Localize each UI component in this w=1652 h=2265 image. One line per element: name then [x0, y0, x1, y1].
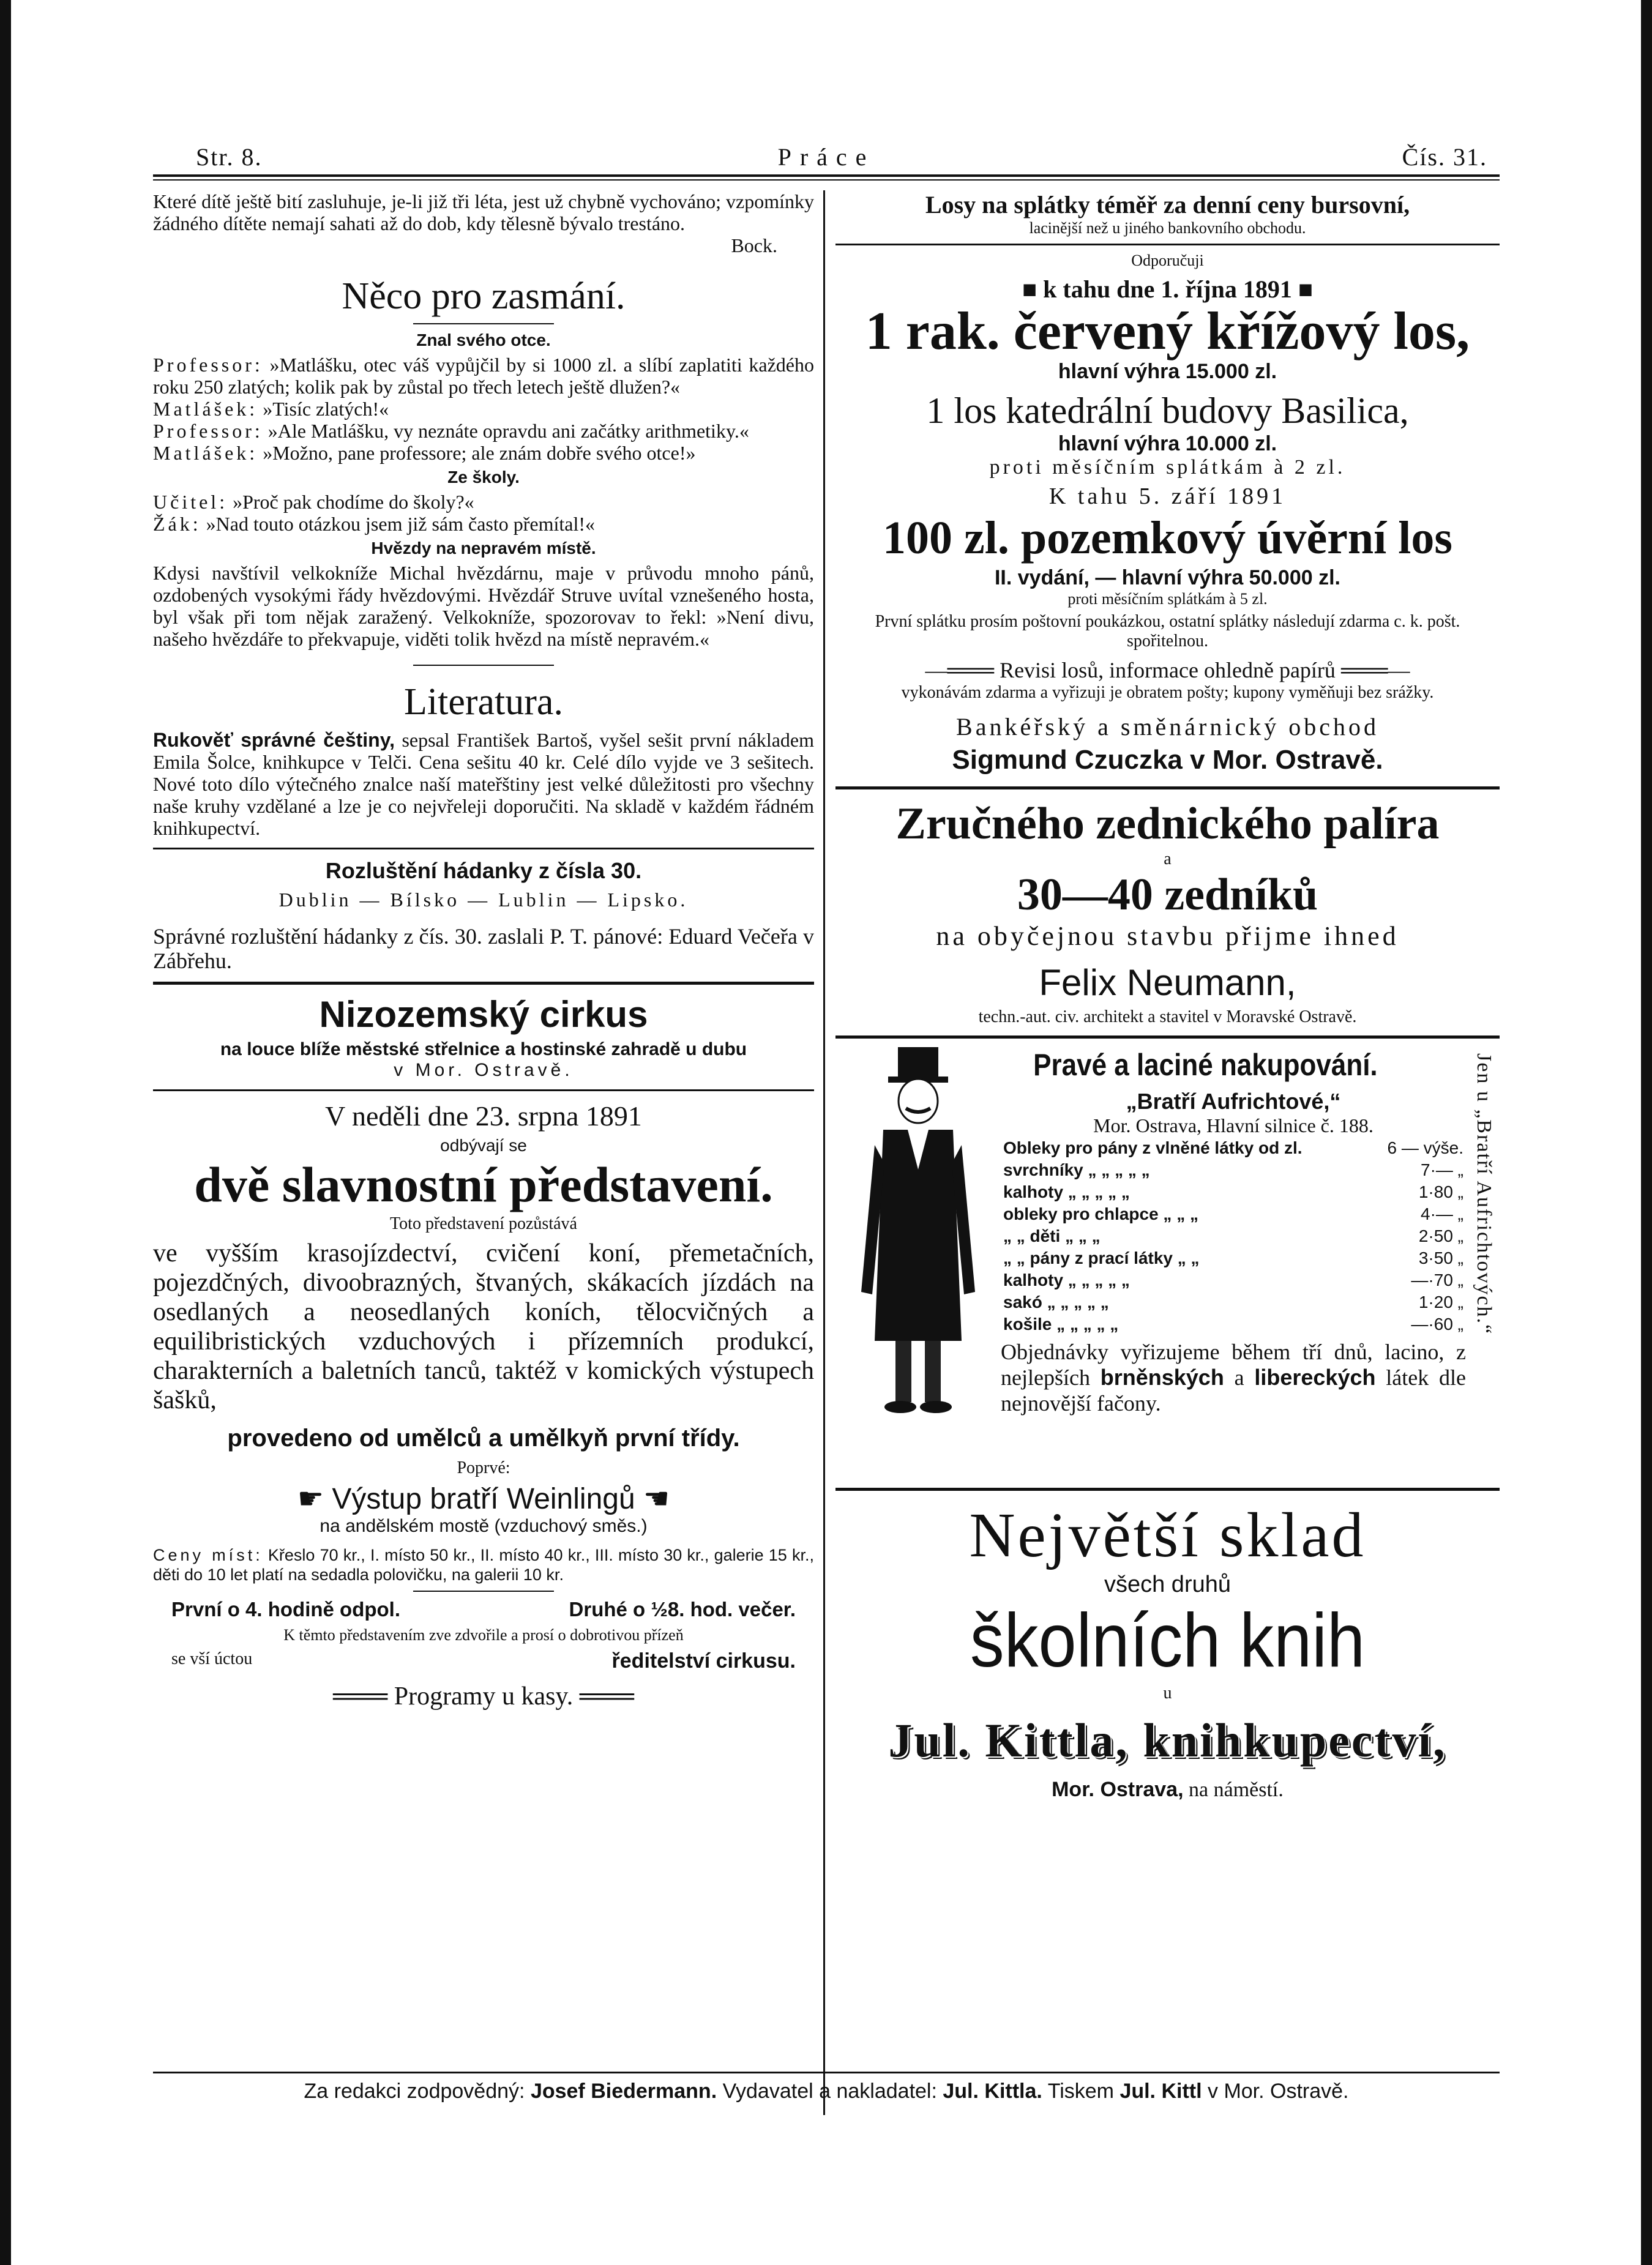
pointing-hand-icon: ☛	[297, 1483, 324, 1515]
rule-ornament: ═══	[333, 1682, 394, 1711]
imprint-text: v Mor. Ostravě.	[1208, 2080, 1349, 2103]
section-rule	[413, 665, 554, 666]
newspaper-page	[153, 138, 1500, 2103]
price-row	[1001, 1159, 1466, 1181]
right-column	[835, 190, 1500, 1802]
block-marker-icon: ■	[1298, 275, 1314, 303]
clothing-firm: „Bratří Aufrichtové,“	[1126, 1089, 1341, 1114]
price-item: obleky pro chlapce „ „ „	[1003, 1204, 1198, 1223]
price-value: —·60 „	[1411, 1315, 1463, 1334]
price-row	[1001, 1247, 1466, 1269]
lottery-lot1-win: hlavní výhra 15.000 zl.	[1058, 360, 1277, 383]
mason-l3: na obyčejnou stavbu přijme ihned	[936, 921, 1399, 951]
riddle-solvers: Správné rozluštění hádanky z čís. 30. zaslali P. T. pánové: Eduard Večeřa v Zábřehu.	[153, 924, 814, 973]
bookshop-l2: všech druhů	[1104, 1572, 1231, 1597]
section-rule-full	[153, 982, 814, 985]
intro-signature: Bock.	[731, 234, 777, 256]
lottery-payment: První splátku prosím poštovní poukázkou, ostatní splátky následují zdarma c. k. pošt. spořitelnou.	[875, 612, 1460, 651]
lottery-lot2-win: hlavní výhra 10.000 zl.	[1058, 432, 1277, 455]
lottery-recommend: Odporučuji	[1131, 252, 1204, 269]
rule-ornament: —═══	[925, 658, 1000, 682]
speaker: Professor:	[153, 420, 263, 442]
lottery-rule	[835, 244, 1500, 245]
lottery-lot2-terms: proti měsíčním splátkám à 2 zl.	[989, 456, 1346, 479]
price-item: kalhoty „ „ „ „ „	[1003, 1182, 1130, 1201]
mason-role: techn.-aut. civ. architekt a stavitel v Moravské Ostravě.	[978, 1007, 1357, 1026]
clothing-text	[1001, 1047, 1466, 1416]
price-value: 1·20 „	[1418, 1293, 1463, 1312]
bookshop-l1: Největší sklad	[969, 1500, 1366, 1570]
column-divider	[823, 190, 825, 2115]
funny-heading-rule	[413, 323, 554, 324]
header-rule	[153, 174, 1500, 181]
price-value: 3·50 „	[1418, 1248, 1463, 1267]
page-number: Str. 8.	[196, 143, 263, 171]
clothing-title: Pravé a laciné nakupování.	[1033, 1048, 1378, 1082]
clothing-address: Mor. Ostrava, Hlavní silnice č. 188.	[1093, 1114, 1374, 1136]
price-row	[1001, 1137, 1466, 1159]
price-value: 7·— „	[1421, 1160, 1463, 1179]
price-row	[1001, 1181, 1466, 1203]
lottery-revisi	[835, 657, 1500, 683]
funny-sub3-heading: Hvězdy na nepravém místě.	[371, 539, 596, 558]
price-value: 1·80 „	[1418, 1182, 1463, 1201]
lottery-revisi2: vykonávám zdarma a vyřizuji je obratem pošty; kupony vyměňuji bez srážky.	[901, 683, 1434, 702]
imprint-footer	[153, 2072, 1500, 2103]
circus-performed: provedeno od umělců a umělkyň první třídy.	[227, 1425, 740, 1452]
funny-heading: Něco pro zasmání.	[342, 275, 626, 317]
address-bold: Mor. Ostrava,	[1052, 1778, 1184, 1801]
orders-text: Objednávky vyřizujeme během tří dnů, lacino, z nejlepších	[1001, 1340, 1466, 1390]
mason-l1: Zručného zednického palíra	[895, 799, 1440, 849]
lottery-lot3: 100 zl. pozemkový úvěrní los	[883, 512, 1452, 564]
circus-desc: ve vyšším krasojízdectví, cvičení koní, přemetačních, pojezdčných, divoobrazných, štvaných, skákacích jízdách na osedlaných a neosedlaných koních, tělocvičných a equilibristických vzduchových i přízemních produkcí, charakterních a baletních tanců, taktéž v komických výstupech šašků,	[153, 1239, 814, 1414]
circus-held: odbývají se	[440, 1136, 527, 1155]
price-item: „ „ pány z prací látky „ „	[1003, 1248, 1200, 1267]
literature-lead: Rukověť správné češtiny,	[153, 729, 395, 751]
address-text: na náměstí.	[1189, 1778, 1284, 1801]
riddle-answer: Dublin — Bílsko — Lublin — Lipsko.	[278, 889, 689, 911]
orders-text: a	[1234, 1365, 1244, 1390]
orders-bold: libereckých	[1254, 1365, 1376, 1390]
mason-l2: 30—40 zedníků	[1017, 870, 1318, 920]
lottery-lot3-win: II. vydání, — hlavní výhra 50.000 zl.	[994, 566, 1341, 589]
section-rule-full	[153, 848, 814, 849]
dialog-1	[153, 354, 814, 464]
speech: »Nad touto otázkou jsem již sám často přemítal!«	[206, 513, 596, 535]
bookshop-u: u	[1163, 1684, 1172, 1703]
circus-rule-short	[413, 1591, 554, 1592]
lottery-ad	[835, 190, 1500, 775]
clothing-vertical-slogan: Jen u „Bratří Aufrichtových.“	[1473, 1053, 1495, 1335]
circus-prices	[153, 1545, 814, 1584]
lottery-lot3-terms: proti měsíčním splátkám à 5 zl.	[1067, 590, 1268, 608]
left-column	[153, 190, 814, 1711]
imprint-text: Vydavatel a nakladatel:	[722, 2080, 937, 2103]
circus-rule	[153, 1089, 814, 1091]
circus-sign-row	[153, 1649, 814, 1673]
price-value: —·70 „	[1411, 1271, 1463, 1289]
speech: »Proč pak chodíme do školy?«	[233, 491, 474, 513]
circus-programs	[153, 1682, 814, 1711]
circus-invite: K těmto představením zve zdvořile a prosí o dobrotivou přízeň	[283, 1626, 684, 1644]
bookshop-l3: školních knih	[970, 1599, 1366, 1683]
issue-number: Čís. 31.	[1402, 143, 1487, 171]
price-item: košile „ „ „ „ „	[1003, 1315, 1119, 1334]
lottery-lot1: 1 rak. červený křížový los,	[865, 302, 1470, 361]
circus-city: v Mor. Ostravě.	[394, 1060, 574, 1080]
lottery-title: Losy na splátky téměř za denní ceny bursovní,	[925, 191, 1410, 218]
scan-edge-right	[1641, 0, 1652, 2265]
prices-text: Křeslo 70 kr., I. místo 50 kr., II. místo 40 kr., III. místo 30 kr., galerie 15 kr., děti do 10 let platí na sedadla polovičku, na galerii 10 kr.	[153, 1546, 814, 1584]
riddle-heading: Rozluštění hádanky z čísla 30.	[325, 858, 642, 883]
section-rule-full	[835, 1035, 1500, 1039]
price-value: 2·50 „	[1418, 1226, 1463, 1245]
speech: »Tisíc zlatých!«	[263, 398, 389, 420]
price-value: 6 — výše.	[1387, 1138, 1463, 1157]
scan-edge-left	[0, 0, 11, 2265]
speaker: Matlášek:	[153, 442, 258, 464]
lottery-sub: lacinější než u jiného bankovního obchodu.	[1029, 219, 1306, 237]
circus-consists: Toto představení pozůstává	[390, 1214, 577, 1233]
clothing-orders	[1001, 1339, 1466, 1416]
prices-label: Ceny míst:	[153, 1546, 263, 1564]
circus-first-time: Poprvé:	[457, 1458, 510, 1477]
circus-title: Nizozemský cirkus	[319, 994, 648, 1035]
circus-times	[153, 1598, 814, 1621]
mason-a: a	[1164, 849, 1172, 868]
orders-bold: brněnských	[1100, 1365, 1224, 1390]
circus-date: V neděli dne 23. srpna 1891	[325, 1100, 642, 1132]
pointing-hand-icon: ☚	[643, 1483, 670, 1515]
speaker: Professor:	[153, 354, 263, 376]
speech: »Možno, pane professore; ale znám dobře svého otce!»	[263, 442, 696, 464]
imprint-bold: Jul. Kittla.	[943, 2080, 1042, 2103]
first-show: První o 4. hodině odpol.	[171, 1598, 401, 1621]
speech: »Ale Matlášku, vy neznáte opravdu ani začátky arithmetiky.«	[267, 420, 749, 442]
circus-sign: ředitelství cirkusu.	[611, 1649, 796, 1673]
bookshop-address	[835, 1778, 1500, 1802]
circus-act	[153, 1482, 814, 1516]
man-in-coat-illustration	[848, 1047, 989, 1414]
mason-ad	[835, 798, 1500, 1027]
lottery-draw1	[835, 275, 1500, 304]
funny-sub2-heading: Ze školy.	[447, 468, 520, 487]
circus-act-sub: na andělském mostě (vzduchový směs.)	[320, 1516, 648, 1536]
price-table	[1001, 1137, 1466, 1335]
speaker: Žák:	[153, 513, 201, 535]
circus-shows: dvě slavnostní představení.	[194, 1157, 773, 1212]
price-row	[1001, 1269, 1466, 1291]
page-header	[153, 138, 1500, 174]
section-rule-full	[835, 786, 1500, 789]
price-row	[1001, 1291, 1466, 1313]
circus-respect: se vší úctou	[171, 1649, 253, 1668]
price-item: „ „ děti „ „ „	[1003, 1226, 1101, 1245]
price-row	[1001, 1225, 1466, 1247]
intro-paragraph: Které dítě ještě bití zasluhuje, je-li již tři léta, jest už chybně vychováno; vzpomínky žádného dítěte nemají sahati až do dob, kdy tělesně bývalo trestáno.	[153, 190, 814, 234]
bookshop-ad	[835, 1499, 1500, 1802]
rule-ornament: ═══—	[1335, 658, 1410, 682]
lottery-lot2: 1 los katedrální budovy Basilica,	[926, 390, 1409, 431]
speech: »Matlášku, otec váš vypůjčil by si 1000 zl. a slíbí zaplatiti každého roku 250 zlatých; kolik pak by zůstal po třech letech ještě dlužen?«	[153, 354, 815, 398]
price-row	[1001, 1313, 1466, 1335]
orders-text: látek dle nejnovější fačony.	[1001, 1365, 1466, 1416]
second-show: Druhé o ½8. hod. večer.	[569, 1598, 796, 1621]
revisi-text: Revisi losů, informace ohledně papírů	[1000, 658, 1336, 682]
literature-text	[153, 729, 814, 839]
funny-sub1-heading: Znal svého otce.	[416, 330, 551, 349]
imprint-bold: Jul. Kittl	[1119, 2080, 1202, 2103]
block-marker-icon: ■	[1022, 275, 1037, 303]
price-row	[1001, 1203, 1466, 1225]
price-item: kalhoty „ „ „ „ „	[1003, 1271, 1130, 1289]
bookshop-name: Jul. Kittla, knihkupectví,	[888, 1714, 1447, 1767]
dialog-2	[153, 491, 814, 535]
rule-ornament: ═══	[573, 1682, 634, 1711]
section-rule-full	[835, 1488, 1500, 1491]
clothing-ad	[835, 1047, 1500, 1488]
imprint-text: Tiskem	[1047, 2080, 1114, 2103]
mason-name: Felix Neumann,	[1039, 962, 1296, 1003]
imprint-text: Za redakci zodpovědný:	[304, 2080, 525, 2103]
bank-line: Bankéřský a směnárnický obchod	[956, 713, 1379, 741]
price-item: svrchníky „ „ „ „ „	[1003, 1160, 1150, 1179]
circus-act-title: Výstup bratří Weinlingů	[332, 1483, 635, 1515]
literature-body: sepsal František Bartoš, vyšel sešit první nákladem Emila Šolce, knihkupce v Telči. Cena sešitu 40 kr. Celé dílo vyjde ve 3 sešitech. Nové toto dílo výtečného znalce naší mateřštiny jest velké důležitosti pro všechny naše kruhy vzdělané a lze je co nejvřeleji doporučiti. Na skladě v každém řádném knihkupectví.	[153, 729, 815, 839]
literature-heading: Literatura.	[404, 681, 563, 723]
price-item: Obleky pro pány z vlněné látky od zl.	[1003, 1138, 1303, 1157]
price-value: 4·— „	[1421, 1204, 1463, 1223]
price-item: sakó „ „ „ „ „	[1003, 1293, 1109, 1312]
programs-text: Programy u kasy.	[394, 1682, 574, 1711]
circus-ad	[153, 993, 814, 1711]
draw1-text: k tahu dne 1. října 1891	[1043, 275, 1292, 303]
speaker: Matlášek:	[153, 398, 258, 420]
circus-place: na louce blíže městské střelnice a hostinské zahradě u dubu	[220, 1039, 747, 1059]
funny-sub3-text: Kdysi navštívil velkokníže Michal hvězdárnu, maje v průvodu mnoho pánů, ozdobených vysokými řády hvězdovými. Hvězdář Struve uvítal vznešeného hosta, byl však při tom nějak zaražený. Velkokníže, spozorovav to řekl: »Není divu, našeho hvězdáře to překvapuje, viděti tolik hvězd na místě nepravém.«	[153, 562, 814, 650]
newspaper-title: Práce	[777, 143, 875, 171]
imprint-bold: Josef Biedermann.	[530, 2080, 717, 2103]
lottery-draw2: K tahu 5. září 1891	[1048, 483, 1287, 509]
speaker: Učitel:	[153, 491, 228, 513]
bank-name: Sigmund Czuczka v Mor. Ostravě.	[952, 745, 1383, 775]
